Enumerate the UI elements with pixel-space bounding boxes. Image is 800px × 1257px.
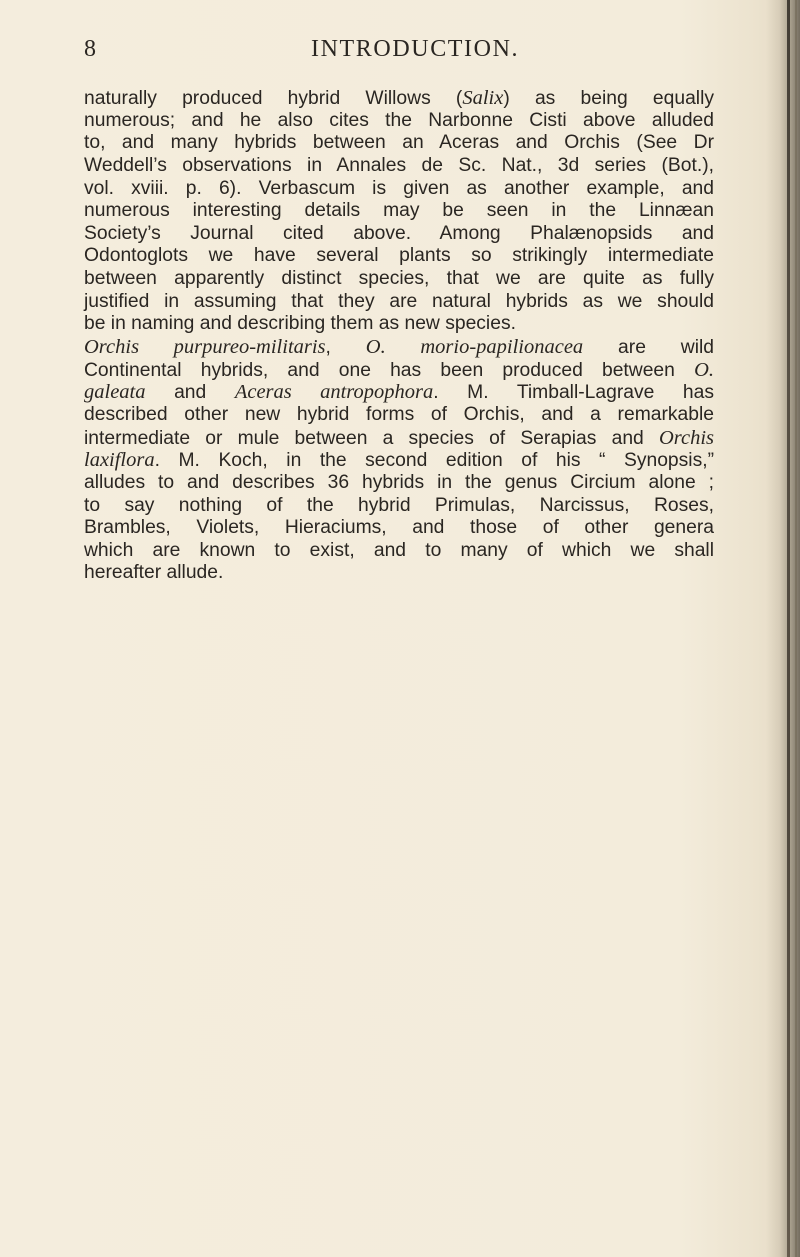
text-run: between apparently distinct species, that we are quite as fully bbox=[84, 268, 714, 290]
text-run: , bbox=[325, 337, 366, 359]
body-text bbox=[84, 87, 714, 585]
text-line bbox=[84, 427, 714, 450]
text-line bbox=[84, 178, 714, 201]
italic-text: Salix bbox=[462, 87, 504, 109]
text-line bbox=[84, 291, 714, 314]
text-line bbox=[84, 223, 714, 246]
italic-text: Orchis purpureo-militaris bbox=[84, 336, 326, 359]
italic-text: Aceras antropophora bbox=[234, 381, 434, 404]
text-line bbox=[84, 155, 714, 178]
text-line bbox=[84, 517, 714, 540]
text-run: numerous; and he also cites the Narbonne Cisti above alluded bbox=[84, 109, 714, 131]
italic-text: galeata bbox=[84, 381, 146, 404]
text-run: and bbox=[145, 382, 235, 404]
text-run: Brambles, Violets, Hieraciums, and those of other genera bbox=[84, 517, 714, 539]
text-run: . M. Koch, in the second edition of his “ Synopsis,” bbox=[154, 450, 714, 472]
binding-edge-outer bbox=[795, 0, 797, 1257]
italic-text: O. morio-papilionacea bbox=[365, 336, 584, 359]
text-line bbox=[84, 381, 714, 404]
italic-text: Orchis bbox=[658, 426, 714, 449]
text-line bbox=[84, 449, 714, 472]
text-run: vol. xviii. p. 6). Verbascum is given as another example, and bbox=[84, 177, 714, 199]
text-line bbox=[84, 336, 714, 359]
text-line bbox=[84, 495, 714, 518]
text-run: Continental hybrids, and one has been produced between bbox=[84, 359, 695, 381]
text-run: alludes to and describes 36 hybrids in the genus Circium alone ; bbox=[84, 471, 714, 493]
text-run: intermediate or mule between a species of Serapias and bbox=[84, 427, 659, 449]
text-run: Society’s Journal cited above. Among Phalænopsids and bbox=[84, 222, 714, 244]
text-run: to, and many hybrids between an Aceras and Orchis (See Dr bbox=[84, 132, 714, 154]
running-head: INTRODUCTION. bbox=[311, 36, 520, 62]
text-line bbox=[84, 268, 714, 291]
text-line bbox=[84, 245, 714, 268]
text-line bbox=[84, 110, 714, 133]
page-number: 8 bbox=[84, 36, 97, 62]
text-line bbox=[84, 313, 714, 336]
text-run: Odontoglots we have several plants so strikingly intermediate bbox=[84, 245, 714, 267]
text-run: are wild bbox=[583, 337, 715, 359]
italic-text: laxiflora bbox=[84, 449, 155, 472]
binding-edge bbox=[787, 0, 790, 1257]
text-line bbox=[84, 200, 714, 223]
text-line bbox=[84, 472, 714, 495]
text-run: Weddell’s observations in Annales de Sc. Nat., 3d series (Bot.), bbox=[84, 154, 714, 176]
italic-text: O. bbox=[694, 358, 714, 381]
text-run: hereafter allude. bbox=[84, 562, 224, 584]
text-run: described other new hybrid forms of Orchis, and a remarkable bbox=[84, 403, 714, 425]
text-line bbox=[84, 540, 714, 563]
text-run: naturally produced hybrid Willows ( bbox=[84, 88, 463, 109]
text-run: numerous interesting details may be seen in the Linnæan bbox=[84, 200, 714, 222]
text-line bbox=[84, 562, 714, 585]
text-run: to say nothing of the hybrid Primulas, Narcissus, Roses, bbox=[84, 494, 714, 516]
text-line bbox=[84, 87, 714, 110]
text-line bbox=[84, 132, 714, 155]
text-run: which are known to exist, and to many of which we shall bbox=[84, 539, 714, 561]
text-line bbox=[84, 359, 714, 382]
page-header bbox=[84, 36, 714, 66]
text-run: be in naming and describing them as new species. bbox=[84, 313, 516, 335]
text-run: justified in assuming that they are natural hybrids as we should bbox=[84, 290, 714, 312]
text-run: ) as being equally bbox=[503, 88, 714, 109]
text-run: . M. Timball-Lagrave has bbox=[433, 382, 715, 404]
text-line bbox=[84, 404, 714, 427]
